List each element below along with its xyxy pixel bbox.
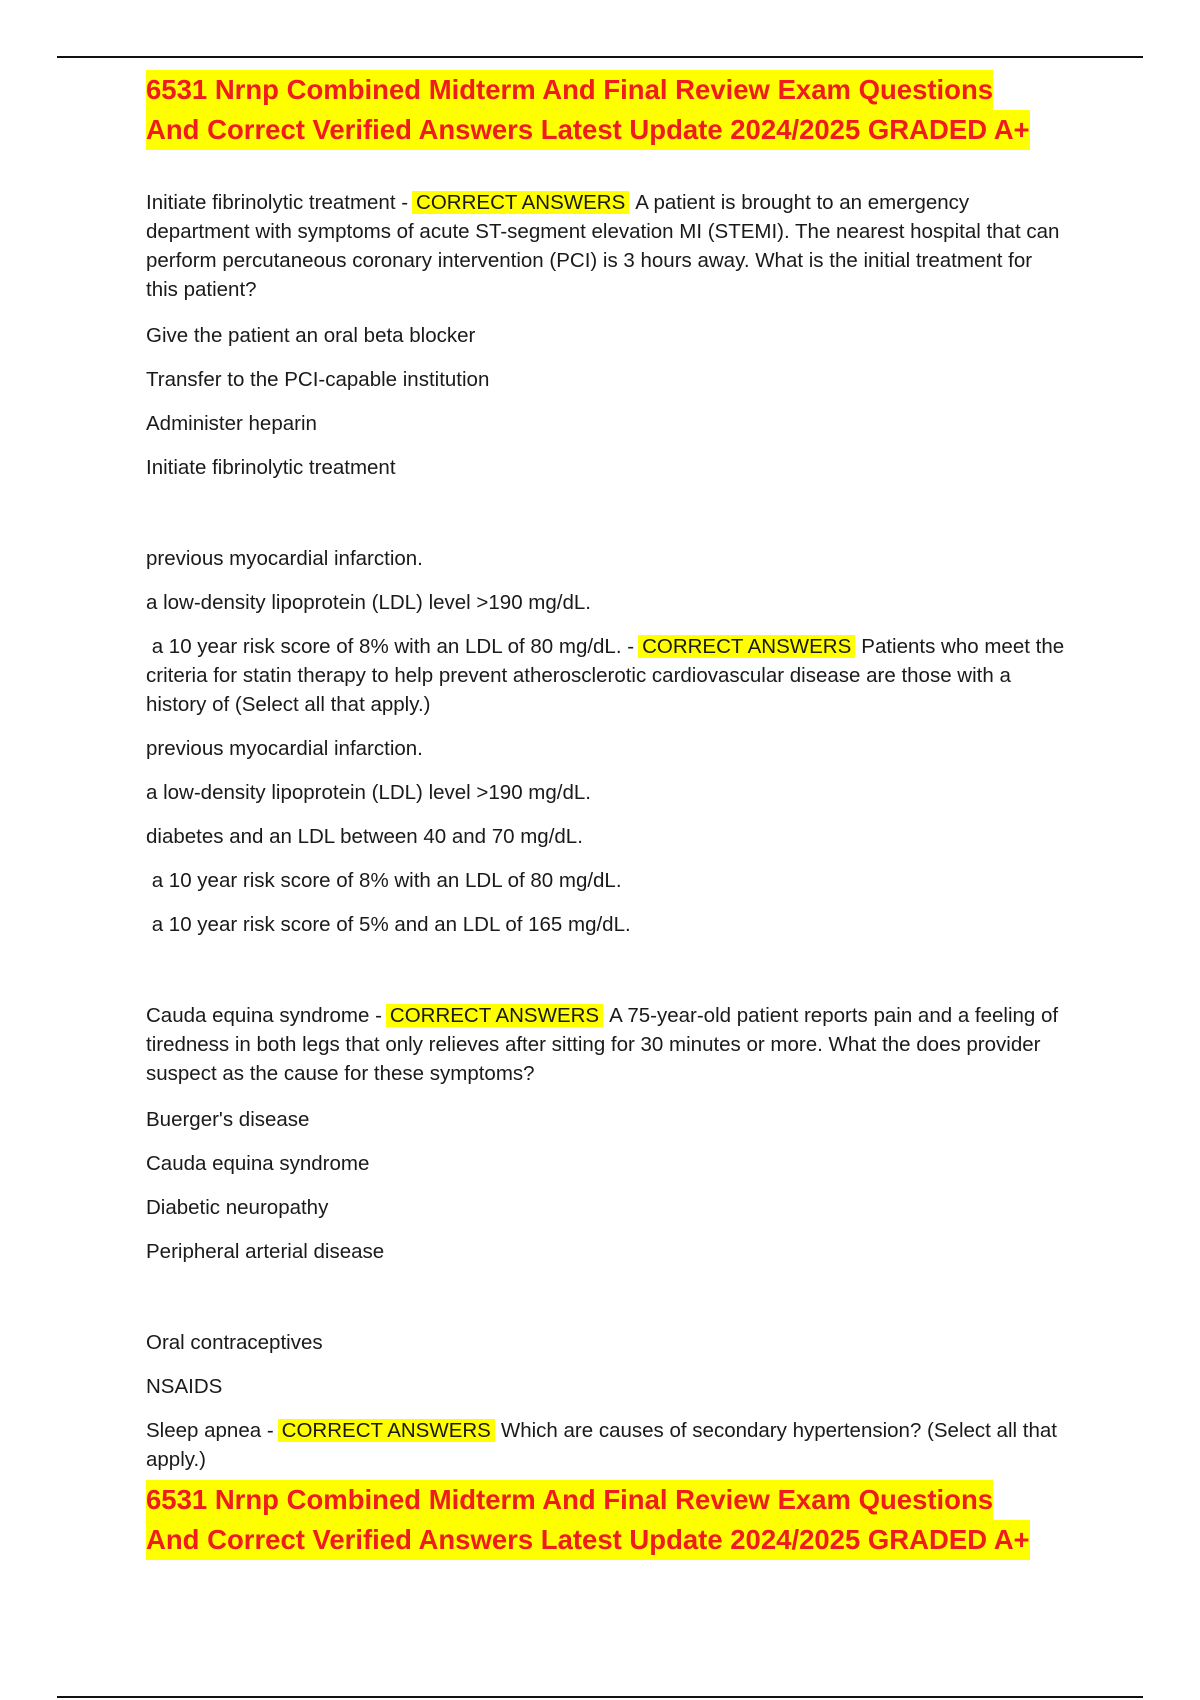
qa-paragraph [146,1416,1066,1474]
option-item: Buerger's disease [146,1108,310,1131]
document-title [146,70,1066,150]
correct-answers-badge: CORRECT ANSWERS [412,191,629,214]
footer-title-line-2: And Correct Verified Answers Latest Update 2024/2025 GRADED A+ [146,1520,1030,1560]
option-item: Diabetic neuropathy [146,1196,329,1219]
option-item: Cauda equina syndrome [146,1152,370,1175]
option-item: Transfer to the PCI-capable institution [146,368,490,391]
question-text: A patient is brought to an emergency department with symptoms of acute ST-segment elevation MI (STEMI). The nearest hospital that can perform percutaneous coronary intervention (PCI) is 3 hours away. What is the initial treatment for this patient? [146,191,1060,301]
option-item: Peripheral arterial disease [146,1240,385,1263]
bottom-divider [57,1696,1143,1698]
footer-title-line-1: 6531 Nrnp Combined Midterm And Final Review Exam Questions [146,1480,993,1520]
correct-answers-badge: CORRECT ANSWERS [386,1004,603,1027]
option-item: Give the patient an oral beta blocker [146,324,476,347]
option-item: a low-density lipoprotein (LDL) level >190 mg/dL. [146,781,591,804]
title-line-1: 6531 Nrnp Combined Midterm And Final Review Exam Questions [146,70,993,110]
answer-item: NSAIDS [146,1375,223,1398]
footer-title [146,1480,1066,1560]
top-divider [57,56,1143,58]
qa-paragraph [146,1001,1066,1088]
title-line-2: And Correct Verified Answers Latest Update 2024/2025 GRADED A+ [146,110,1030,150]
option-item: Initiate fibrinolytic treatment [146,456,396,479]
option-item: a 10 year risk score of 8% with an LDL of 80 mg/dL. [146,869,622,892]
qa-paragraph [146,632,1066,719]
question-block-1 [146,188,1066,482]
question-text: Which are causes of secondary hypertension? (Select all that apply.) [146,1419,1057,1471]
correct-answers-badge: CORRECT ANSWERS [278,1419,495,1442]
option-item: Administer heparin [146,412,317,435]
answer-item: a low-density lipoprotein (LDL) level >190 mg/dL. [146,591,591,614]
answer-item: previous myocardial infarction. [146,547,423,570]
question-text: Patients who meet the criteria for statin therapy to help prevent atherosclerotic cardiovascular disease are those with a history of (Select all that apply.) [146,635,1065,716]
correct-answers-badge: CORRECT ANSWERS [638,635,855,658]
answer-text: Sleep apnea - [146,1419,274,1442]
question-block-3 [146,1001,1066,1266]
answer-text: Initiate fibrinolytic treatment - [146,191,409,214]
option-item: a 10 year risk score of 5% and an LDL of 165 mg/dL. [146,913,631,936]
answer-text: a 10 year risk score of 8% with an LDL of 80 mg/dL. - [146,635,635,658]
question-block-2 [146,544,1066,939]
question-block-4 [146,1328,1066,1474]
document-page [146,70,1066,1560]
option-item: previous myocardial infarction. [146,737,423,760]
answer-item: Oral contraceptives [146,1331,323,1354]
question-text: A 75-year-old patient reports pain and a feeling of tiredness in both legs that only relieves after sitting for 30 minutes or more. What the does provider suspect as the cause for these symptoms? [146,1004,1059,1085]
option-item: diabetes and an LDL between 40 and 70 mg/dL. [146,825,583,848]
answer-text: Cauda equina syndrome - [146,1004,382,1027]
qa-paragraph [146,188,1066,304]
